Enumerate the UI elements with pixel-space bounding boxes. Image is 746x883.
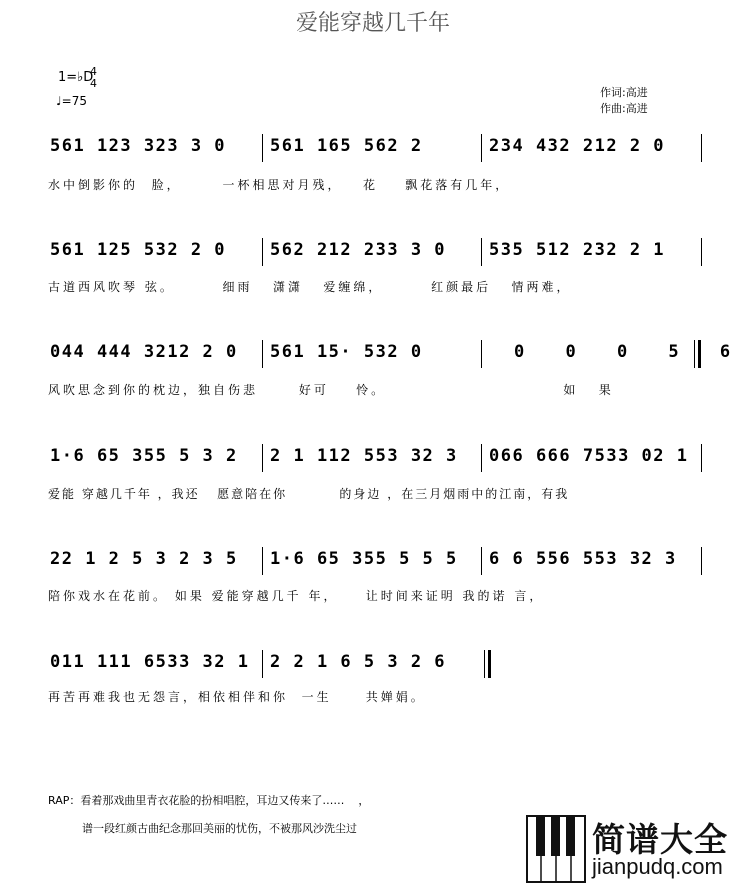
- measure: 2 1 112 553 32 3: [270, 446, 458, 466]
- song-title: 爱能穿越几千年: [295, 11, 450, 36]
- rap-line-2: 谱一段红颜古曲纪念那回美丽的忧伤，不被那风沙洗尘过: [82, 822, 357, 835]
- lyrics-row-5: 陪你戏水在花前。 如果 爱能穿越几千 年， 让时间来证明 我的诺 言，: [48, 589, 545, 603]
- measure: 2 2 1 6 5 3 2 6: [270, 652, 447, 672]
- measure: 0 0 0 5 6: [514, 342, 732, 362]
- barline: [262, 238, 263, 266]
- quarter-note-icon: ♩: [56, 94, 62, 108]
- measure: 535 512 232 2 1: [489, 240, 666, 260]
- measure: 561 123 323 3 0: [50, 136, 227, 156]
- barline: [481, 134, 482, 162]
- watermark-url: jianpudq.com: [592, 854, 723, 879]
- measure: 066 666 7533 02 1: [489, 446, 689, 466]
- measure: 561 125 532 2 0: [50, 240, 227, 260]
- barline: [481, 547, 482, 575]
- barline: [701, 547, 702, 575]
- lyrics-row-2: 古道西风吹琴 弦。 细雨 潇潇 爱缠绵， 红颜最后 情两难，: [48, 280, 572, 294]
- rap-line-1: RAP：看着那戏曲里青衣花脸的扮相唱腔，耳边又传来了…… ，: [48, 794, 370, 807]
- barline: [262, 547, 263, 575]
- lyrics-row-6: 再苦再难我也无怨言，相依相伴和你 一生 共婵娟。: [48, 690, 426, 704]
- barline: [262, 650, 263, 678]
- measure: 011 111 6533 32 1: [50, 652, 250, 672]
- tempo-value: =75: [61, 94, 87, 108]
- barline: [481, 444, 482, 472]
- barline: [701, 134, 702, 162]
- measure: 1·6 65 355 5 5 5: [270, 549, 458, 569]
- measure: 6 6 556 553 32 3: [489, 549, 677, 569]
- barline: [701, 444, 702, 472]
- measure: 1·6 65 355 5 3 2: [50, 446, 238, 466]
- staff-row-1: [48, 134, 703, 164]
- staff-row-2: [48, 238, 703, 268]
- measure: 22 1 2 5 3 2 3 5: [50, 549, 238, 569]
- time-signature: [90, 66, 97, 90]
- measure: 562 212 233 3 0: [270, 240, 447, 260]
- tempo-marking: [56, 94, 87, 108]
- piano-keys-icon: [526, 814, 586, 883]
- measure: 234 432 212 2 0: [489, 136, 666, 156]
- barline: [481, 340, 482, 368]
- final-barline: [484, 650, 485, 678]
- double-barline: [694, 340, 695, 368]
- lyricist-credit: 作词:高进: [600, 86, 648, 99]
- staff-row-5: [48, 547, 703, 577]
- meter-bottom: 4: [90, 77, 97, 90]
- barline: [262, 134, 263, 162]
- staff-row-3: [48, 340, 732, 370]
- measure: 561 165 562 2: [270, 136, 423, 156]
- lyrics-row-4: 爱能 穿越几千年 ，我还 愿意陪在你 的身边 ，在三月烟雨中的江南，有我: [48, 487, 570, 501]
- staff-row-6: [48, 650, 703, 680]
- measure: 044 444 3212 2 0: [50, 342, 238, 362]
- site-watermark: [526, 814, 746, 883]
- barline: [262, 444, 263, 472]
- watermark-name: 简谱大全: [592, 820, 728, 859]
- meter-top: 4: [90, 65, 97, 78]
- lyrics-row-1: 水中倒影你的 脸， 一杯相思对月残， 花 飘花落有几年，: [48, 178, 511, 192]
- key-signature: 1=♭D: [58, 70, 94, 85]
- staff-row-4: [48, 444, 703, 474]
- lyrics-row-3: 风吹思念到你的枕边，独自伤悲 好可 怜。 如 果: [48, 383, 614, 397]
- barline: [481, 238, 482, 266]
- barline: [701, 238, 702, 266]
- measure: 561 15· 532 0: [270, 342, 423, 362]
- barline: [262, 340, 263, 368]
- composer-credit: 作曲:高进: [600, 102, 648, 115]
